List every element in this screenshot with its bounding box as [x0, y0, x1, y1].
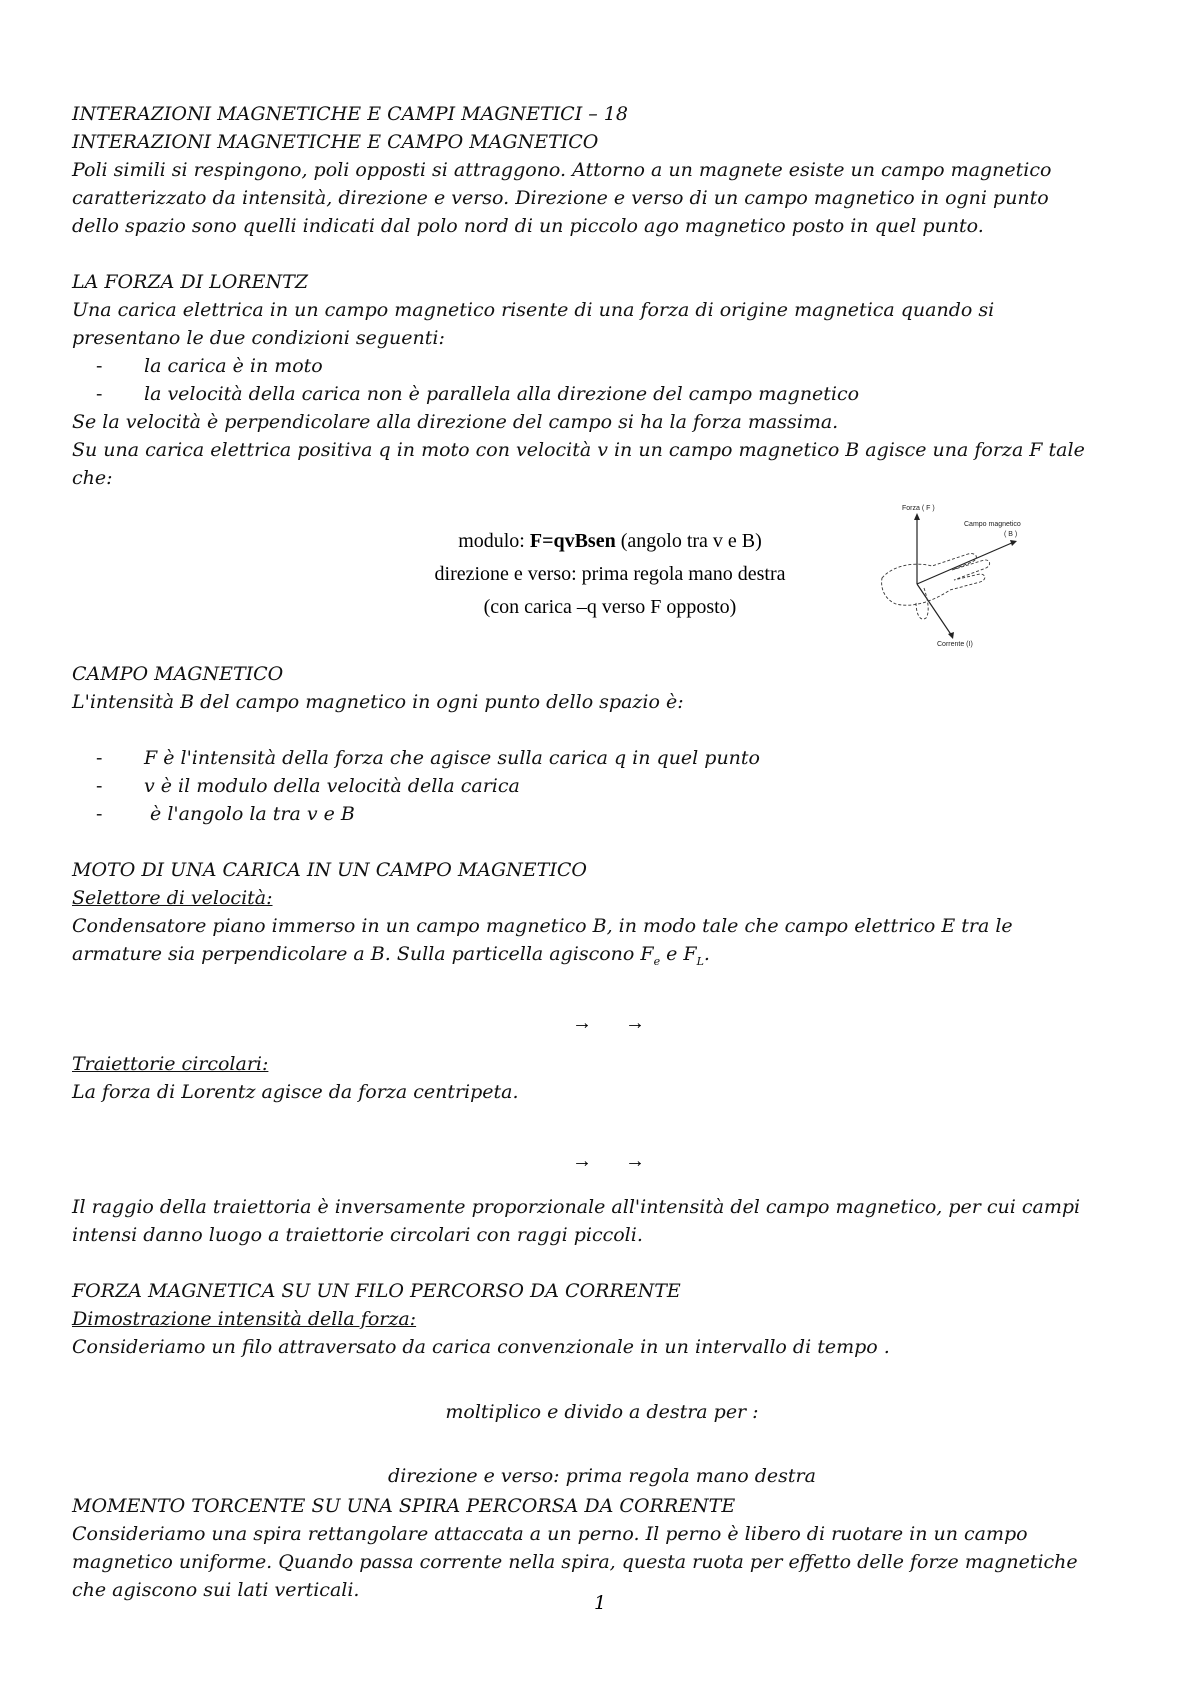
paragraph-line: che agiscono sui lati verticali. [72, 1579, 360, 1601]
paragraph-line: caratterizzato da intensità, direzione e verso. Direzione e verso di un campo magnetico in ogni punto [72, 187, 1049, 209]
field-sub-label: ( B ) [1004, 531, 1018, 538]
section-heading-moto: MOTO DI UNA CARICA IN UN CAMPO MAGNETICO [72, 859, 587, 881]
center-note: moltiplico e divido a destra per : [445, 1401, 759, 1423]
section-heading-momento: MOMENTO TORCENTE SU UNA SPIRA PERCORSA DA CORRENTE [72, 1495, 736, 1517]
subheading-dimostrazione: Dimostrazione intensità della forza: [72, 1308, 417, 1330]
section-heading-campo: CAMPO MAGNETICO [72, 663, 284, 685]
subheading-traiettorie: Traiettorie circolari: [72, 1053, 269, 1075]
section-momento [72, 1492, 1132, 1604]
field-label: Campo magnetico [964, 521, 1021, 528]
list-item-text: la velocità della carica non è parallela alla direzione del campo magnetico [144, 383, 860, 405]
formula-negative-charge: (con carica –q verso F opposto) [483, 596, 737, 618]
paragraph-line: intensi danno luogo a traiettorie circolari con raggi piccoli. [72, 1224, 643, 1246]
vector-arrows: → → [572, 1012, 659, 1034]
right-hand-rule-figure [872, 504, 1082, 652]
section-heading-filo: FORZA MAGNETICA SU UN FILO PERCORSO DA CORRENTE [72, 1280, 681, 1302]
document-title: INTERAZIONI MAGNETICHE E CAMPI MAGNETICI – 18 [72, 103, 628, 125]
center-note: direzione e verso: prima regola mano destra [388, 1465, 816, 1487]
current-label: Corrente (I) [937, 641, 973, 648]
paragraph-line: Condensatore piano immerso in un campo magnetico B, in modo tale che campo elettrico E tra le [72, 915, 1013, 937]
section-heading-interazioni: INTERAZIONI MAGNETICHE E CAMPO MAGNETICO [72, 131, 599, 153]
list-item: - v è il modulo della velocità della carica [72, 772, 1132, 800]
paragraph-line: presentano le due condizioni seguenti: [72, 327, 445, 349]
paragraph-line: Il raggio della traiettoria è inversamente proporzionale all'intensità del campo magnetico, per cui campi [72, 1196, 1081, 1218]
lorentz-formula [330, 525, 890, 624]
list-item: - è l'angolo la tra v e B [72, 800, 1132, 828]
paragraph-line: Poli simili si respingono, poli opposti si attraggono. Attorno a un magnete esiste un campo magnetico [72, 159, 1052, 181]
paragraph-line: Consideriamo una spira rettangolare attaccata a un perno. Il perno è libero di ruotare in un campo [72, 1523, 1028, 1545]
list-item: - la carica è in moto [72, 352, 1132, 380]
paragraph-line: dello spazio sono quelli indicati dal polo nord di un piccolo ago magnetico posto in quel punto. [72, 215, 984, 237]
list-item: - la velocità della carica non è parallela alla direzione del campo magnetico [72, 380, 1132, 408]
formula-modulo: modulo: F=qvBsen (angolo tra v e B) [458, 530, 762, 552]
vector-arrows: → → [572, 1150, 659, 1172]
formula-direction: direzione e verso: prima regola mano destra [434, 563, 786, 585]
section-raggio [72, 1193, 1132, 1361]
list-item-text: la carica è in moto [144, 355, 323, 377]
list-item-text: è l'angolo la tra v e B [144, 803, 355, 825]
subheading-selettore: Selettore di velocità: [72, 887, 273, 909]
paragraph-line: magnetico uniforme. Quando passa corrente nella spira, questa ruota per effetto delle forze magnetiche [72, 1551, 1078, 1573]
paragraph-line: Se la velocità è perpendicolare alla direzione del campo si ha la forza massima. [72, 411, 839, 433]
paragraph-line: Su una carica elettrica positiva q in moto con velocità v in un campo magnetico B agisce una forza F tale [72, 439, 1085, 461]
paragraph-line: che: [72, 467, 113, 489]
force-label: Forza ( F ) [902, 505, 935, 512]
paragraph-line: L'intensità B del campo magnetico in ogni punto dello spazio è: [72, 691, 684, 713]
paragraph-line: Consideriamo un filo attraversato da carica convenzionale in un intervallo di tempo . [72, 1336, 890, 1358]
list-item-text: F è l'intensità della forza che agisce sulla carica q in quel punto [144, 747, 760, 769]
paragraph-line: La forza di Lorentz agisce da forza centripeta. [72, 1081, 519, 1103]
list-item-text: v è il modulo della velocità della carica [144, 775, 520, 797]
list-item: - F è l'intensità della forza che agisce sulla carica q in quel punto [72, 744, 1132, 772]
section-traiettorie [72, 1050, 1132, 1106]
document-page [72, 100, 1132, 492]
page-number: 1 [593, 1592, 607, 1614]
section-heading-lorentz: LA FORZA DI LORENTZ [72, 271, 309, 293]
paragraph-line: armature sia perpendicolare a B. Sulla particella agiscono $F_e$ e $F_L$. [72, 943, 710, 968]
paragraph-line: Una carica elettrica in un campo magnetico risente di una forza di origine magnetica quando si [72, 299, 995, 321]
section-campo [72, 660, 1132, 976]
